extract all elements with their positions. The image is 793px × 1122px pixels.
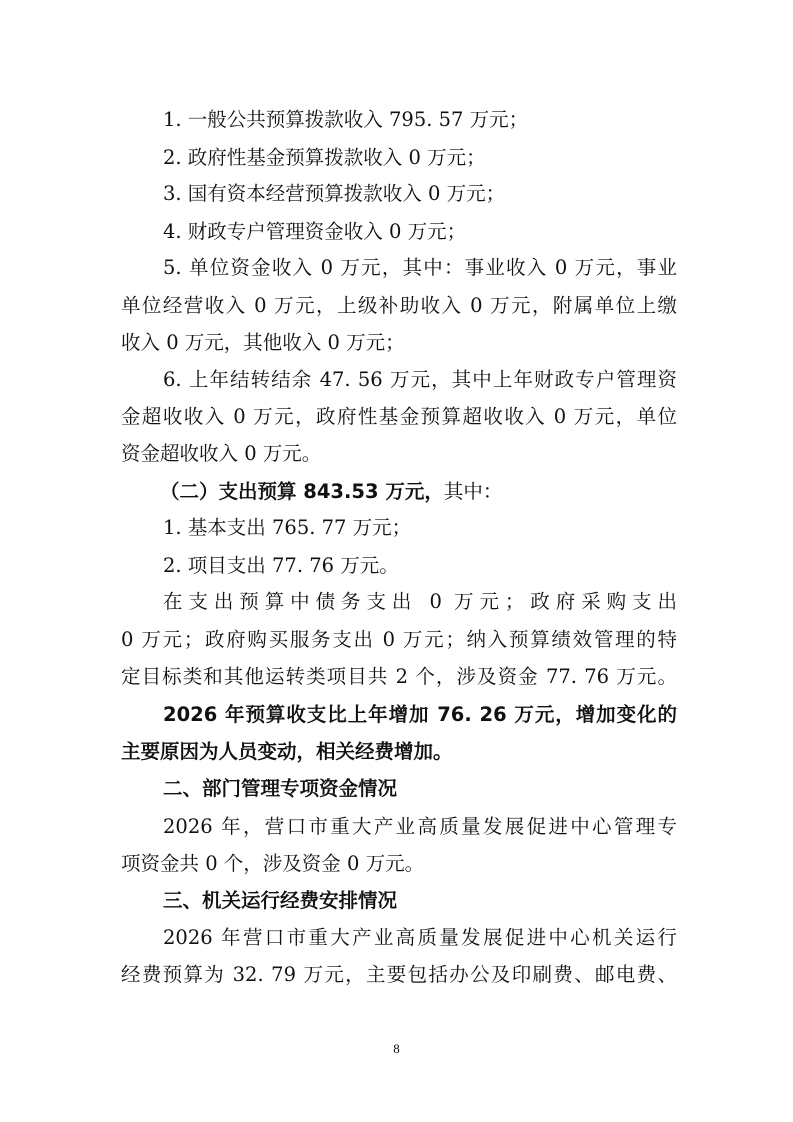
text-line: 0 万元；政府购买服务支出 0 万元；纳入预算绩效管理的特 bbox=[121, 628, 677, 651]
text-fragment: 其中： bbox=[443, 480, 503, 503]
text-line: 4. 财政专户管理资金收入 0 万元； bbox=[163, 220, 467, 243]
text-line: 定目标类和其他运转类项目共 2 个，涉及资金 77. 76 万元。 bbox=[121, 665, 677, 688]
text-line: 1. 一般公共预算拨款收入 795. 57 万元； bbox=[163, 108, 529, 131]
text-line: 2. 项目支出 77. 76 万元。 bbox=[163, 554, 399, 577]
text-line: 单位经营收入 0 万元，上级补助收入 0 万元，附属单位上缴 bbox=[121, 294, 677, 317]
text-line: 2026 年营口市重大产业高质量发展促进中心机关运行 bbox=[163, 926, 677, 949]
text-line: 在支出预算中债务支出 0 万元；政府采购支出 bbox=[163, 590, 677, 613]
text-line: 1. 基本支出 765. 77 万元； bbox=[163, 516, 412, 539]
page-number: 8 bbox=[393, 1041, 400, 1056]
text-line: 3. 国有资本经营预算拨款收入 0 万元； bbox=[163, 182, 506, 205]
text-line: 金超收收入 0 万元，政府性基金预算超收收入 0 万元，单位 bbox=[121, 405, 677, 428]
text-line: 5. 单位资金收入 0 万元，其中：事业收入 0 万元，事业 bbox=[163, 256, 677, 279]
text-line: 收入 0 万元，其他收入 0 万元； bbox=[121, 331, 405, 354]
section-heading: 二、部门管理专项资金情况 bbox=[163, 777, 398, 800]
summary-line: 2026 年预算收支比上年增加 76. 26 万元，增加变化的 bbox=[163, 703, 677, 726]
section-heading: 三、机关运行经费安排情况 bbox=[163, 889, 398, 912]
text-line: 经费预算为 32. 79 万元，主要包括办公及印刷费、邮电费、 bbox=[121, 963, 677, 986]
expenditure-budget-heading: （二）支出预算 843.53 万元， bbox=[160, 480, 444, 503]
text-line: 2026 年，营口市重大产业高质量发展促进中心管理专 bbox=[163, 815, 677, 838]
text-line: 资金超收收入 0 万元。 bbox=[121, 442, 322, 465]
text-line: 2. 政府性基金预算拨款收入 0 万元； bbox=[163, 146, 486, 169]
text-line: 6. 上年结转结余 47. 56 万元，其中上年财政专户管理资 bbox=[163, 368, 677, 391]
text-line: 项资金共 0 个，涉及资金 0 万元。 bbox=[121, 852, 425, 875]
summary-line: 主要原因为人员变动，相关经费增加。 bbox=[121, 740, 453, 763]
section-heading-line bbox=[160, 480, 502, 504]
